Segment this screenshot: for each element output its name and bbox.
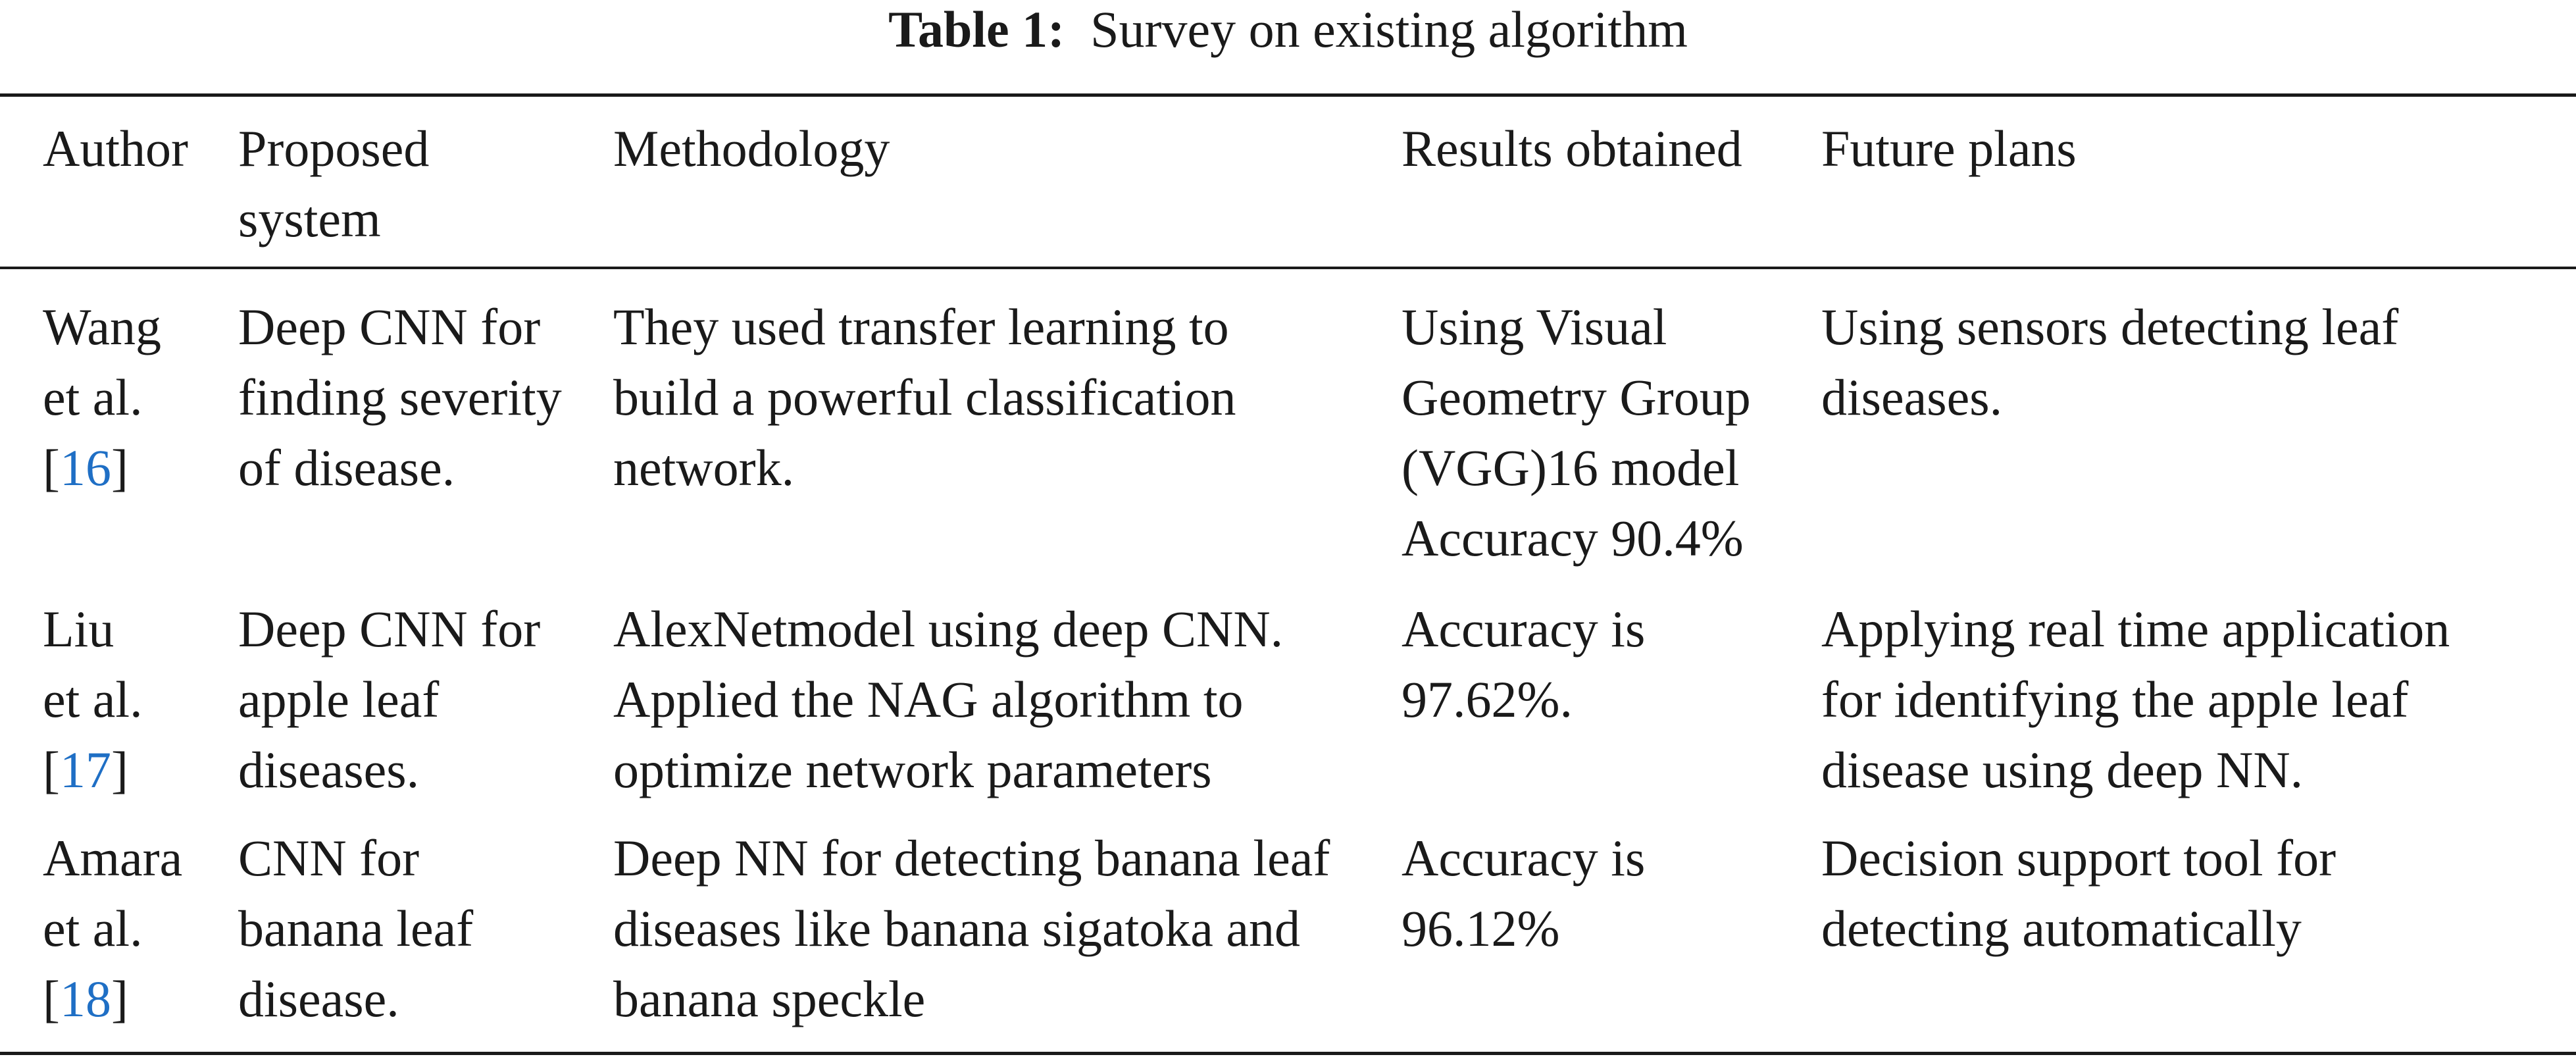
citation-link[interactable]: 18 [59,970,111,1027]
header-rule [0,267,2576,269]
header-future-plans: Future plans [1821,120,2077,177]
header-results: Results obtained [1402,120,1742,177]
row2-proposed: Deep CNN for apple leaf diseases. [238,600,541,798]
table-title: Survey on existing algorithm [1090,1,1688,58]
row1-proposed: Deep CNN for finding severity of disease. [238,298,562,496]
bottom-rule [0,1052,2576,1055]
row2-methodology: AlexNetmodel using deep CNN. Applied the NAG algorithm to optimize network parameters [613,600,1284,798]
table-label: Table 1: [888,1,1065,58]
row3-future: Decision support tool for detecting automatically [1821,829,2336,957]
row1-methodology: They used transfer learning to build a powerful classification network. [613,298,1236,496]
citation-link[interactable]: 16 [59,439,111,496]
row3-methodology: Deep NN for detecting banana leaf diseases like banana sigatoka and banana speckle [613,829,1330,1027]
row2-future: Applying real time application for identifying the apple leaf disease using deep NN. [1821,600,2450,798]
citation-link[interactable]: 17 [59,741,111,798]
row2-author: Liu et al. [17] [43,600,143,798]
row2-results: Accuracy is 97.62%. [1402,600,1646,728]
header-proposed-system: Proposed system [238,120,430,247]
row3-results: Accuracy is 96.12% [1402,829,1646,957]
row1-results: Using Visual Geometry Group (VGG)16 model Accuracy 90.4% [1402,298,1751,567]
header-methodology: Methodology [613,120,890,177]
table-caption [0,0,2576,66]
row1-future: Using sensors detecting leaf diseases. [1821,298,2399,426]
top-rule [0,93,2576,97]
row3-proposed: CNN for banana leaf disease. [238,829,474,1027]
header-author: Author [43,120,188,177]
row3-author: Amara et al. [18] [43,829,183,1027]
row1-author: Wang et al. [16] [43,298,161,496]
